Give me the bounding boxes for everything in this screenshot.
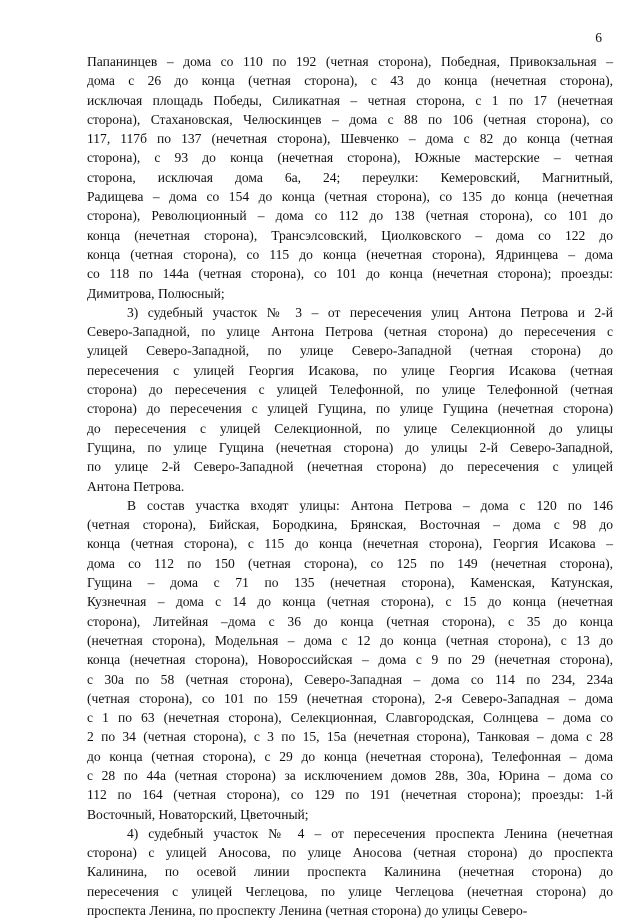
text-line: (четная сторона), со 101 по 159 (нечетная сторона), 2-я Северо-Западная – дома (87, 690, 613, 706)
text-line: улицей Северо-Западной, по улице Северо-Западной (четная сторона) до (87, 343, 613, 359)
page-number: 6 (595, 30, 602, 45)
text-line: сторона), с 93 до конца (нечетная сторона), Южные мастерские – четная (87, 150, 613, 166)
text-line: дома с 26 до конца (четная сторона), с 43 до конца (нечетная сторона), (87, 73, 613, 89)
text-line: Северо-Западной, по улице Антона Петрова (четная сторона) до пересечения с (87, 324, 613, 340)
text-line: Гущина – дома с 71 по 135 (нечетная сторона), Каменская, Катунская, (87, 575, 613, 591)
para-continuation (87, 52, 613, 303)
text-line: конца (четная сторона), с 115 до конца (нечетная сторона), Георгия Исакова – (87, 536, 613, 552)
text-line: сторона) с улицей Аносова, по улице Аносова (четная сторона) до проспекта (87, 845, 613, 861)
text-line: дома со 112 по 150 (четная сторона), со 125 по 149 (нечетная сторона), (87, 555, 613, 571)
text-line: конца (нечетная сторона), Новороссийская – дома с 9 по 29 (нечетная сторона), (87, 652, 613, 668)
text-line: 4) судебный участок № 4 – от пересечения проспекта Ленина (нечетная (127, 825, 613, 841)
text-line: с 30а по 58 (четная сторона), Северо-Западная – дома со 114 по 234, 234а (87, 671, 613, 687)
text-line: (нечетная сторона), Модельная – дома с 12 до конца (четная сторона), с 13 до (87, 632, 613, 648)
text-line: 117, 117б по 137 (нечетная сторона), Шевченко – дома с 82 до конца (четная (87, 131, 613, 147)
text-line: конца (нечетная сторона), Трансэлсовский, Циолковского – дома со 122 до (87, 227, 613, 243)
text-line: до конца (четная сторона), с 29 до конца (нечетная сторона), Телефонная – дома (87, 748, 613, 764)
text-line: Радищева – дома со 154 до конца (четная сторона), со 135 до конца (нечетная (87, 189, 613, 205)
text-line: сторона) до пересечения с улицей Телефонной, по улице Телефонной (четная (87, 382, 613, 398)
text-line: с 1 по 63 (нечетная сторона), Селекционная, Славгородская, Солнцева – дома со (87, 710, 613, 726)
text-line: конца (четная сторона), со 115 до конца (нечетная сторона), Ядринцева – дома (87, 246, 613, 262)
text-line: со 118 по 144а (четная сторона), со 101 до конца (нечетная сторона); проезды: (87, 266, 613, 282)
text-line: В состав участка входят улицы: Антона Петрова – дома с 120 по 146 (127, 497, 613, 513)
text-line: по улице 2-й Северо-Западной (нечетная сторона) до пересечения с улицей (87, 459, 613, 475)
para-district-3-streets (87, 496, 613, 824)
text-line: до пересечения с улицей Селекционной, по улице Селекционной до улицы (87, 420, 613, 436)
text-line: Гущина, по улице Гущина (нечетная сторона) до улицы 2-й Северо-Западной, (87, 439, 613, 455)
text-line: пересечения с улицей Георгия Исакова, по улице Георгия Исакова (четная (87, 362, 613, 378)
text-line: сторона), Революционный – дома со 112 до 138 (четная сторона), со 101 до (87, 208, 613, 224)
para-district-4 (87, 824, 613, 920)
text-line: Калинина, по осевой линии проспекта Калинина (нечетная сторона) до (87, 864, 613, 880)
text-line: сторона) до пересечения с улицей Гущина, по улице Гущина (нечетная сторона) (87, 401, 613, 417)
text-line: Антона Петрова. (87, 478, 185, 494)
text-line: сторона, исключая дома 6а, 24; переулки: Кемеровский, Магнитный, (87, 169, 613, 185)
text-line: Папанинцев – дома со 110 по 192 (четная сторона), Победная, Привокзальная – (87, 54, 613, 69)
text-line: пересечения с улицей Чеглецова, по улице Чеглецова (нечетная сторона) до (87, 883, 613, 899)
document-body (87, 52, 613, 920)
text-line: 112 по 164 (четная сторона), со 129 по 191 (нечетная сторона); проезды: 1-й (87, 787, 613, 803)
para-district-3 (87, 303, 613, 496)
text-line: Восточный, Новаторский, Цветочный; (87, 806, 309, 822)
text-line: Кузнечная – дома с 14 до конца (четная сторона), с 15 до конца (нечетная (87, 594, 613, 610)
text-line: 2 по 34 (четная сторона), с 3 по 15, 15а (нечетная сторона), Танковая – дома с 28 (87, 729, 613, 745)
text-line: с 28 по 44а (четная сторона) за исключением домов 28в, 30а, Юрина – дома со (87, 767, 613, 783)
text-line: исключая площадь Победы, Силикатная – четная сторона, с 1 по 17 (нечетная (87, 92, 613, 108)
text-line: сторона), Стахановская, Челюскинцев – дома с 88 по 106 (четная сторона), со (87, 111, 613, 127)
text-line: (четная сторона), Бийская, Бородкина, Брянская, Восточная – дома с 98 до (87, 517, 613, 533)
text-line: проспекта Ленина, по проспекту Ленина (четная сторона) до улицы Северо- (87, 903, 528, 919)
text-line: Димитрова, Полюсный; (87, 285, 225, 301)
text-line: сторона), Литейная –дома с 36 до конца (четная сторона), с 35 до конца (87, 613, 613, 629)
text-line: 3) судебный участок № 3 – от пересечения улиц Антона Петрова и 2-й (127, 304, 613, 320)
